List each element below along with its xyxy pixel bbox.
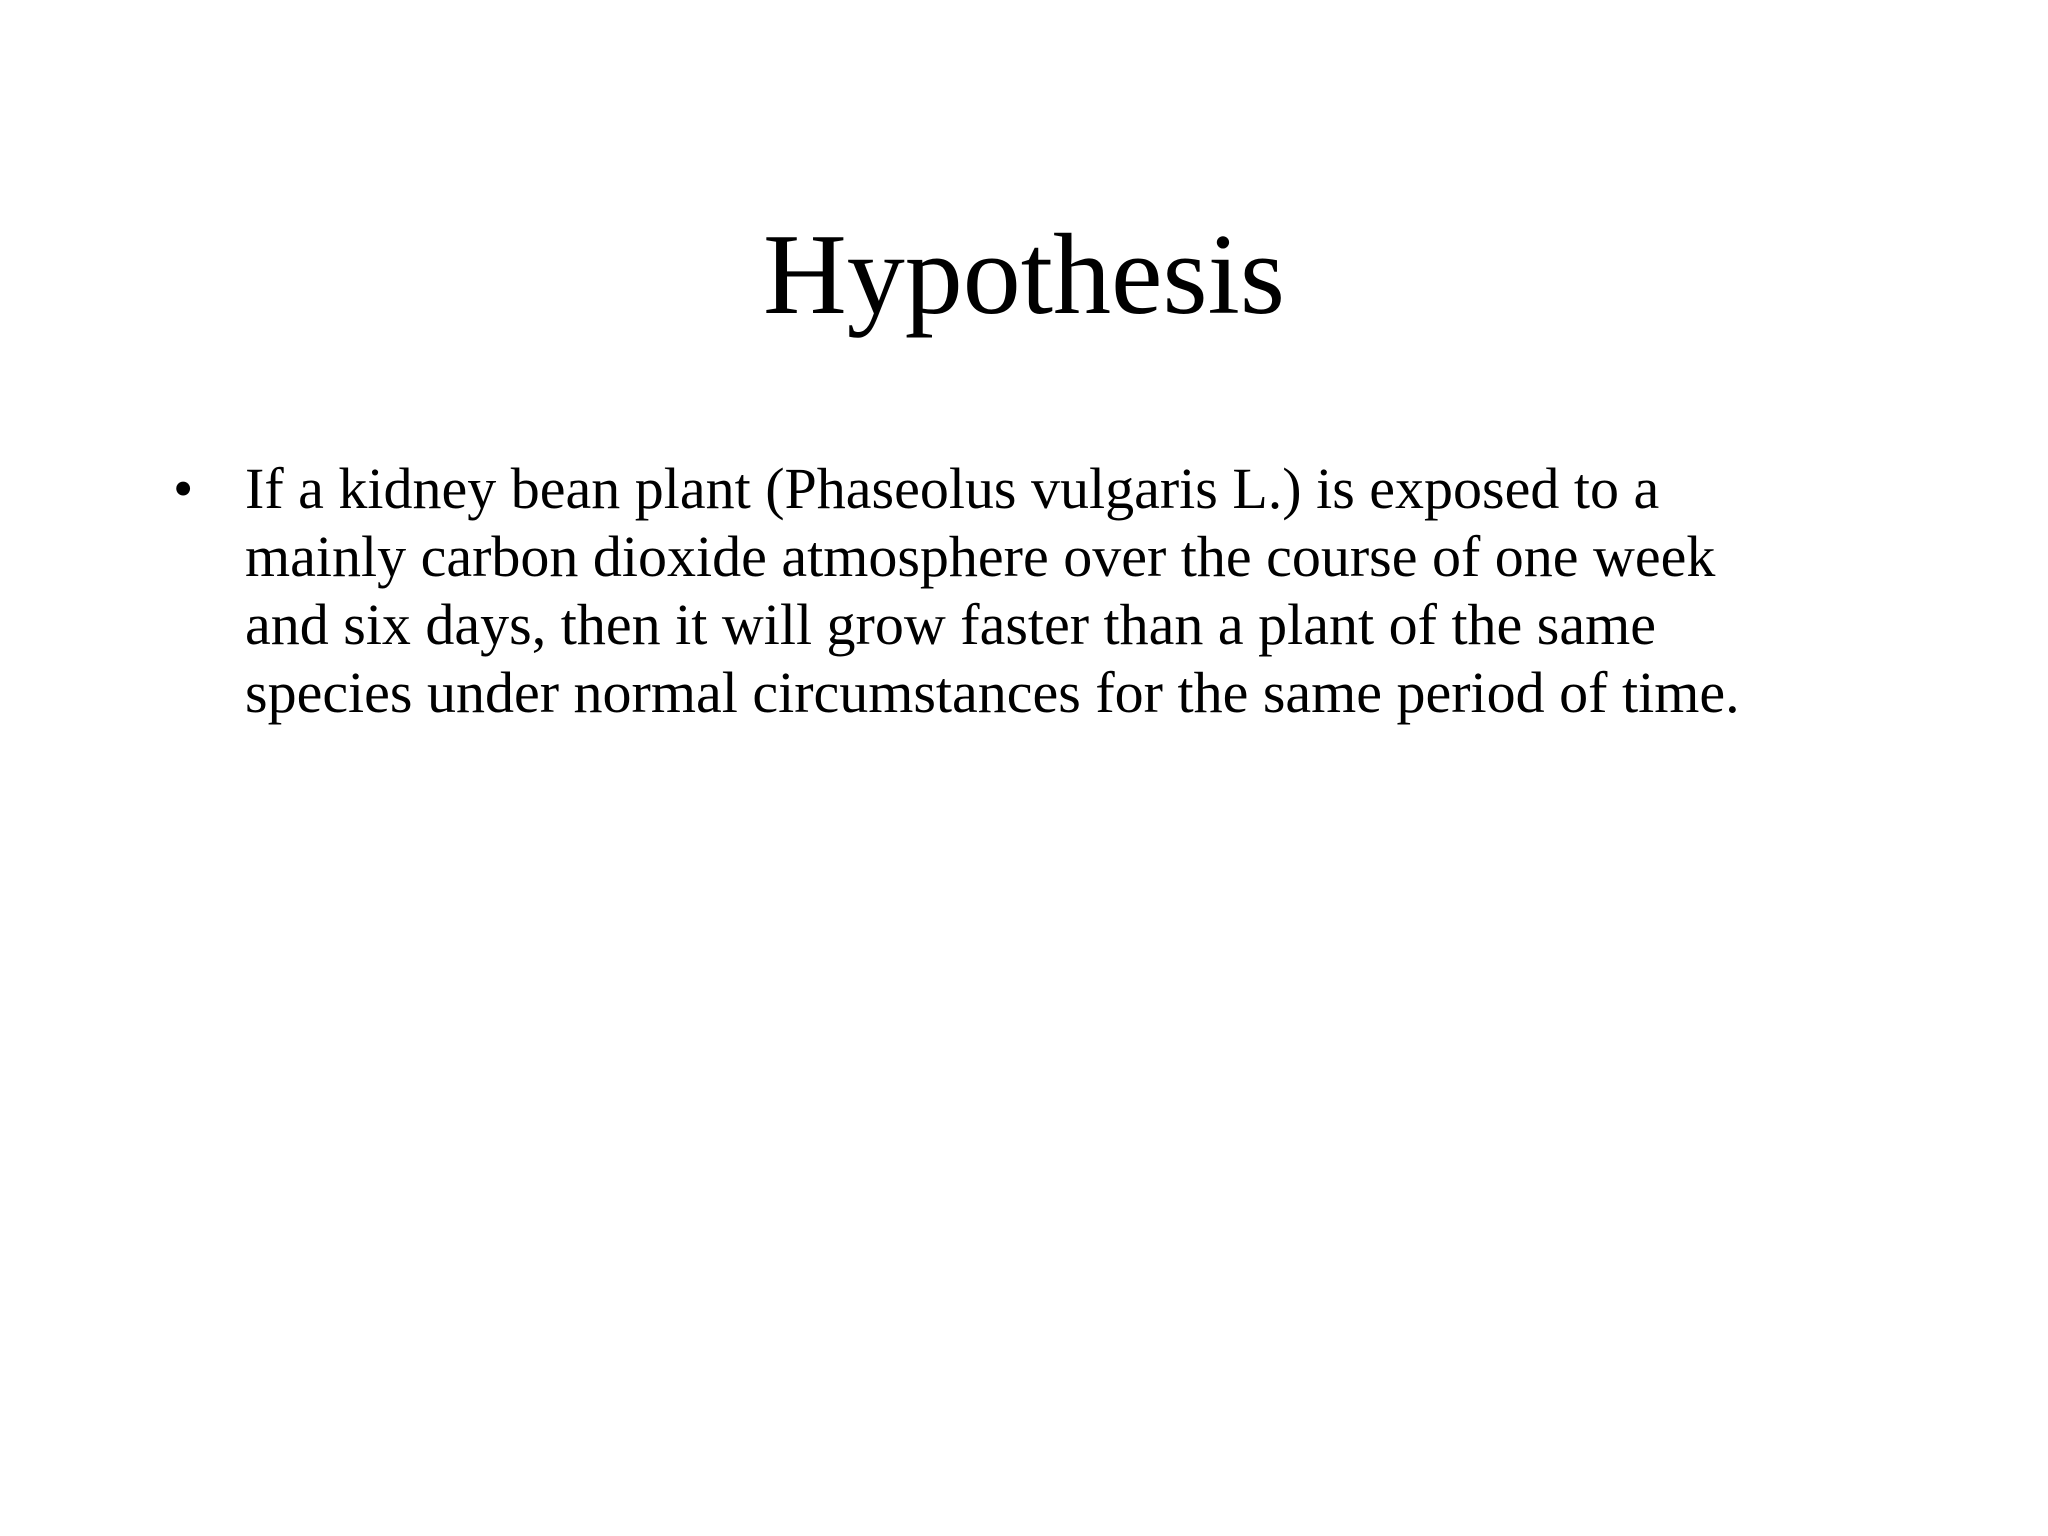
bullet-dot-icon: • [173, 456, 194, 521]
bullet-line: species under normal circumstances for the same period of time. [245, 660, 1740, 725]
slide-title: Hypothesis [763, 211, 1285, 339]
bullet-line: If a kidney bean plant (Phaseolus vulgaris L.) is exposed to a [245, 456, 1660, 521]
bullet-line: and six days, then it will grow faster than a plant of the same [245, 592, 1656, 657]
bullet-item [165, 455, 1925, 727]
bullet-line: mainly carbon dioxide atmosphere over the course of one week [245, 524, 1716, 589]
bullet-list [165, 455, 1925, 727]
